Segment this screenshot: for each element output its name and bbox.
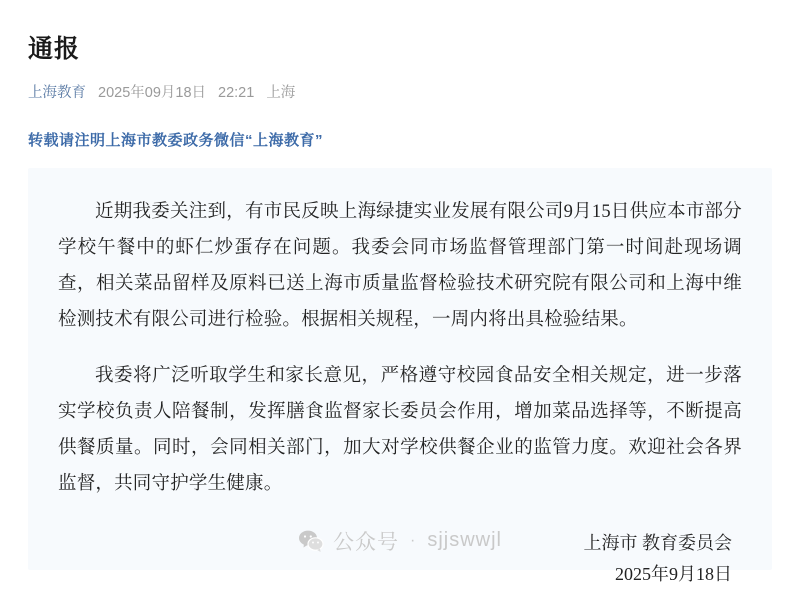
- reprint-notice: 转载请注明上海市教委政务微信“上海教育”: [28, 131, 324, 149]
- watermark-account-id: sjjswwjl: [427, 529, 502, 552]
- watermark-label: 公众号: [333, 530, 399, 554]
- wechat-icon: [298, 528, 324, 554]
- meta-time: 22:21: [218, 85, 255, 102]
- signature-date: 2025年9月18日: [615, 563, 732, 584]
- watermark-separator: ·: [410, 531, 417, 549]
- meta-date: 2025年09月18日: [98, 85, 207, 102]
- watermark: [298, 526, 502, 556]
- meta-location: 上海: [266, 85, 296, 102]
- article-page: [0, 17, 800, 613]
- article-meta: [28, 85, 772, 102]
- meta-account-link[interactable]: 上海教育: [28, 85, 86, 102]
- body-paragraph: 近期我委关注到，有市民反映上海绿捷实业发展有限公司9月15日供应本市部分学校午餐中的虾仁炒蛋存在问题。我委会同市场监督管理部门第一时间赴现场调查，相关菜品留样及原料已送上海市质量监督检验技术研究院有限公司和上海中维检测技术有限公司进行检验。根据相关规程，一周内将出具检验结果。: [58, 201, 742, 330]
- body-paragraph: 我委将广泛听取学生和家长意见，严格遵守校园食品安全相关规定，进一步落实学校负责人陪餐制，发挥膳食监督家长委员会作用，增加菜品选择等，不断提高供餐质量。同时，会同相关部门，加大对学校供餐企业的监管力度。欢迎社会各界监督，共同守护学生健康。: [58, 365, 742, 495]
- page-title: 通报: [28, 34, 81, 63]
- signature-org: 上海市 教育委员会: [583, 533, 732, 554]
- article-body: [28, 168, 772, 584]
